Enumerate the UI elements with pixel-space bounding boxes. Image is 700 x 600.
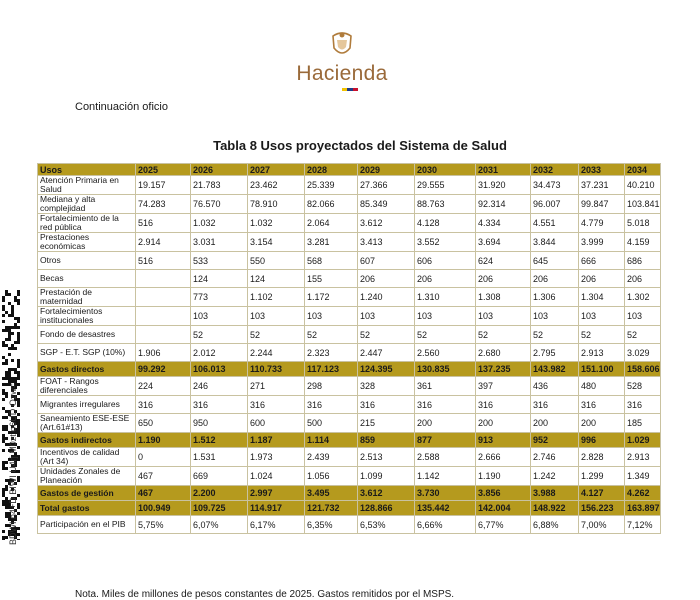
table-cell — [136, 288, 191, 307]
row-label: Gastos directos — [38, 362, 136, 377]
table-cell: 1.302 — [625, 288, 661, 307]
brand-name: Hacienda — [296, 62, 388, 85]
table-cell: 52 — [415, 326, 476, 344]
table-cell: 316 — [248, 396, 305, 414]
table-cell: 4.128 — [415, 214, 476, 233]
table-cell: 1.099 — [358, 467, 415, 486]
table-cell: 3.856 — [476, 486, 531, 501]
row-label: Prestación de maternidad — [38, 288, 136, 307]
table-cell: 103 — [191, 307, 248, 326]
table-row — [38, 233, 661, 252]
table-cell: 996 — [579, 433, 625, 448]
table-cell: 1.032 — [191, 214, 248, 233]
table-cell: 206 — [531, 270, 579, 288]
table-cell: 1.306 — [531, 288, 579, 307]
table-cell: 1.310 — [415, 288, 476, 307]
table-cell: 103 — [625, 307, 661, 326]
table-cell: 52 — [191, 326, 248, 344]
table-cell: 5,75% — [136, 516, 191, 534]
table-cell: 2.200 — [191, 486, 248, 501]
table-cell: 25.339 — [305, 176, 358, 195]
table-cell: 607 — [358, 252, 415, 270]
table-row — [38, 448, 661, 467]
table-cell: 624 — [476, 252, 531, 270]
table-cell: 2.828 — [579, 448, 625, 467]
table-cell: 124 — [191, 270, 248, 288]
table-cell: 5.018 — [625, 214, 661, 233]
table-cell: 23.462 — [248, 176, 305, 195]
table-row — [38, 344, 661, 362]
row-label: Unidades Zonales de Planeación — [38, 467, 136, 486]
row-label: Gastos indirectos — [38, 433, 136, 448]
table-cell: 2.746 — [531, 448, 579, 467]
table-cell: 3.999 — [579, 233, 625, 252]
table-cell: 137.235 — [476, 362, 531, 377]
table-cell: 103 — [579, 307, 625, 326]
table-cell: 3.612 — [358, 486, 415, 501]
table-cell: 877 — [415, 433, 476, 448]
table-cell: 200 — [531, 414, 579, 433]
table-cell: 78.910 — [248, 195, 305, 214]
table-cell: 1.032 — [248, 214, 305, 233]
row-label: Mediana y alta complejidad — [38, 195, 136, 214]
row-label: Gastos de gestión — [38, 486, 136, 501]
column-header-year: 2026 — [191, 164, 248, 176]
table-cell: 1.190 — [476, 467, 531, 486]
table-cell: 224 — [136, 377, 191, 396]
table-row — [38, 501, 661, 516]
table-cell: 76.570 — [191, 195, 248, 214]
table-cell: 206 — [625, 270, 661, 288]
table-cell: 31.920 — [476, 176, 531, 195]
table-cell: 52 — [305, 326, 358, 344]
column-header-year: 2030 — [415, 164, 476, 176]
table-cell: 100.949 — [136, 501, 191, 516]
table-cell: 568 — [305, 252, 358, 270]
table-cell: 2.012 — [191, 344, 248, 362]
table-cell: 206 — [476, 270, 531, 288]
table-row — [38, 486, 661, 501]
table-cell: 316 — [415, 396, 476, 414]
table-cell: 200 — [476, 414, 531, 433]
table-row — [38, 362, 661, 377]
row-label: Prestaciones económicas — [38, 233, 136, 252]
colombia-coat-of-arms-icon — [329, 30, 355, 60]
table-cell: 40.210 — [625, 176, 661, 195]
table-cell: 686 — [625, 252, 661, 270]
table-cell — [136, 270, 191, 288]
column-header-year: 2033 — [579, 164, 625, 176]
table-cell: 669 — [191, 467, 248, 486]
table-cell: 1.304 — [579, 288, 625, 307]
table-title: Tabla 8 Usos proyectados del Sistema de Salud — [213, 138, 507, 153]
table-cell: 316 — [136, 396, 191, 414]
table-cell: 1.029 — [625, 433, 661, 448]
table-cell: 52 — [476, 326, 531, 344]
table-cell: 2.913 — [579, 344, 625, 362]
table-cell: 114.917 — [248, 501, 305, 516]
table-cell: 316 — [579, 396, 625, 414]
table-cell: 913 — [476, 433, 531, 448]
row-label: Fortalecimiento de la red pública — [38, 214, 136, 233]
table-cell: 52 — [625, 326, 661, 344]
table-cell: 3.029 — [625, 344, 661, 362]
table-cell: 103.841 — [625, 195, 661, 214]
column-header-year: 2029 — [358, 164, 415, 176]
verification-code: BDWI n4+D BIWI U4rj M0zt o6UD Ozw= — [8, 382, 18, 545]
table-cell: 2.447 — [358, 344, 415, 362]
table-cell: 88.763 — [415, 195, 476, 214]
table-cell: 3.413 — [358, 233, 415, 252]
table-row — [38, 176, 661, 195]
table-cell: 2.666 — [476, 448, 531, 467]
column-header-usos: Usos — [38, 164, 136, 176]
table-cell: 124 — [248, 270, 305, 288]
flag-stripe — [342, 88, 358, 91]
table-cell: 4.262 — [625, 486, 661, 501]
row-label: Becas — [38, 270, 136, 288]
table-cell: 952 — [531, 433, 579, 448]
row-label: Fondo de desastres — [38, 326, 136, 344]
column-header-year: 2031 — [476, 164, 531, 176]
row-label: Total gastos — [38, 501, 136, 516]
table-cell: 206 — [579, 270, 625, 288]
column-header-year: 2034 — [625, 164, 661, 176]
table-cell: 666 — [579, 252, 625, 270]
table-cell: 82.066 — [305, 195, 358, 214]
continuation-label: Continuación oficio — [75, 101, 168, 113]
table-cell: 200 — [415, 414, 476, 433]
table-cell: 3.031 — [191, 233, 248, 252]
table-cell: 2.913 — [625, 448, 661, 467]
table-cell: 96.007 — [531, 195, 579, 214]
table-cell: 103 — [531, 307, 579, 326]
table-cell: 7,12% — [625, 516, 661, 534]
table-cell: 650 — [136, 414, 191, 433]
table-cell: 6,35% — [305, 516, 358, 534]
table-cell: 2.560 — [415, 344, 476, 362]
table-cell: 2.244 — [248, 344, 305, 362]
table-cell: 106.013 — [191, 362, 248, 377]
table-cell: 516 — [136, 214, 191, 233]
table-cell: 4.551 — [531, 214, 579, 233]
table-row — [38, 288, 661, 307]
row-label: Participación en el PIB — [38, 516, 136, 534]
table-cell: 3.612 — [358, 214, 415, 233]
table-row — [38, 467, 661, 486]
table-cell: 135.442 — [415, 501, 476, 516]
table-cell: 1.349 — [625, 467, 661, 486]
table-cell: 1.172 — [305, 288, 358, 307]
table-row — [38, 516, 661, 534]
table-cell: 2.914 — [136, 233, 191, 252]
table-cell: 1.299 — [579, 467, 625, 486]
column-header-year: 2027 — [248, 164, 305, 176]
table-cell: 121.732 — [305, 501, 358, 516]
table-cell: 6,77% — [476, 516, 531, 534]
table-cell: 436 — [531, 377, 579, 396]
table-cell: 6,17% — [248, 516, 305, 534]
table-cell: 29.555 — [415, 176, 476, 195]
table-cell: 645 — [531, 252, 579, 270]
table-cell: 316 — [476, 396, 531, 414]
table-cell: 316 — [305, 396, 358, 414]
table-cell: 52 — [531, 326, 579, 344]
row-label: Saneamiento ESE-ESE (Art.61#13) — [38, 414, 136, 433]
table-row — [38, 433, 661, 448]
table-cell: 143.982 — [531, 362, 579, 377]
table-cell: 2.680 — [476, 344, 531, 362]
table-cell: 271 — [248, 377, 305, 396]
table-cell: 1.973 — [248, 448, 305, 467]
table-cell: 103 — [248, 307, 305, 326]
table-cell: 0 — [136, 448, 191, 467]
table-cell: 950 — [191, 414, 248, 433]
table-cell: 1.308 — [476, 288, 531, 307]
table-cell: 103 — [415, 307, 476, 326]
row-label: Atención Primaria en Salud — [38, 176, 136, 195]
table-cell: 500 — [305, 414, 358, 433]
table-cell: 4.159 — [625, 233, 661, 252]
table-cell: 1.024 — [248, 467, 305, 486]
table-cell: 27.366 — [358, 176, 415, 195]
table-cell: 606 — [415, 252, 476, 270]
table-cell — [136, 326, 191, 344]
table-cell: 155 — [305, 270, 358, 288]
table-cell: 1.240 — [358, 288, 415, 307]
table-cell: 3.844 — [531, 233, 579, 252]
table-cell: 773 — [191, 288, 248, 307]
table-cell: 246 — [191, 377, 248, 396]
table-cell: 110.733 — [248, 362, 305, 377]
table-cell: 92.314 — [476, 195, 531, 214]
table-row — [38, 307, 661, 326]
table-cell: 206 — [415, 270, 476, 288]
table-cell: 1.142 — [415, 467, 476, 486]
table-cell: 34.473 — [531, 176, 579, 195]
table-cell: 397 — [476, 377, 531, 396]
row-label: Fortalecimientos institucionales — [38, 307, 136, 326]
table-cell: 361 — [415, 377, 476, 396]
table-cell: 206 — [358, 270, 415, 288]
table-cell: 200 — [579, 414, 625, 433]
table-cell: 6,07% — [191, 516, 248, 534]
table-cell: 130.835 — [415, 362, 476, 377]
table-cell: 1.114 — [305, 433, 358, 448]
table-cell: 6,53% — [358, 516, 415, 534]
table-cell: 600 — [248, 414, 305, 433]
table-cell: 185 — [625, 414, 661, 433]
table-cell: 2.513 — [358, 448, 415, 467]
table-cell: 3.495 — [305, 486, 358, 501]
table-cell: 3.694 — [476, 233, 531, 252]
table-cell: 85.349 — [358, 195, 415, 214]
table-cell: 99.292 — [136, 362, 191, 377]
table-cell: 52 — [248, 326, 305, 344]
table-cell: 52 — [358, 326, 415, 344]
table-cell: 4.779 — [579, 214, 625, 233]
row-label: Otros — [38, 252, 136, 270]
table-cell: 156.223 — [579, 501, 625, 516]
table-cell: 109.725 — [191, 501, 248, 516]
table-cell: 124.395 — [358, 362, 415, 377]
row-label: SGP - E.T. SGP (10%) — [38, 344, 136, 362]
usos-table — [37, 163, 661, 534]
table-cell — [136, 307, 191, 326]
hacienda-logo — [296, 30, 388, 100]
table-cell: 158.606 — [625, 362, 661, 377]
table-row — [38, 396, 661, 414]
table-cell: 117.123 — [305, 362, 358, 377]
table-row — [38, 214, 661, 233]
table-cell: 7,00% — [579, 516, 625, 534]
table-cell: 2.588 — [415, 448, 476, 467]
table-cell: 533 — [191, 252, 248, 270]
table-cell: 142.004 — [476, 501, 531, 516]
table-header-row — [38, 164, 661, 176]
table-cell: 3.730 — [415, 486, 476, 501]
table-cell: 6,88% — [531, 516, 579, 534]
table-cell: 1.102 — [248, 288, 305, 307]
table-cell: 1.531 — [191, 448, 248, 467]
column-header-year: 2025 — [136, 164, 191, 176]
flag-red — [353, 88, 358, 91]
table-cell: 37.231 — [579, 176, 625, 195]
table-row — [38, 326, 661, 344]
table-cell: 1.242 — [531, 467, 579, 486]
table-cell: 103 — [305, 307, 358, 326]
table-cell: 1.190 — [136, 433, 191, 448]
table-cell: 128.866 — [358, 501, 415, 516]
table-cell: 6,66% — [415, 516, 476, 534]
table-cell: 316 — [625, 396, 661, 414]
table-cell: 21.783 — [191, 176, 248, 195]
table-cell: 516 — [136, 252, 191, 270]
table-cell: 103 — [476, 307, 531, 326]
table-cell: 4.334 — [476, 214, 531, 233]
table-cell: 316 — [191, 396, 248, 414]
table-cell: 74.283 — [136, 195, 191, 214]
table-cell: 1.187 — [248, 433, 305, 448]
table-note: Nota. Miles de millones de pesos constantes de 2025. Gastos remitidos por el MSPS. — [75, 589, 455, 600]
table-cell: 467 — [136, 486, 191, 501]
row-label: Migrantes irregulares — [38, 396, 136, 414]
table-cell: 328 — [358, 377, 415, 396]
table-cell: 2.997 — [248, 486, 305, 501]
table-cell: 528 — [625, 377, 661, 396]
column-header-year: 2028 — [305, 164, 358, 176]
table-cell: 316 — [531, 396, 579, 414]
table-row — [38, 377, 661, 396]
table-cell: 859 — [358, 433, 415, 448]
table-cell: 1.906 — [136, 344, 191, 362]
table-cell: 2.795 — [531, 344, 579, 362]
table-cell: 148.922 — [531, 501, 579, 516]
row-label: Incentivos de calidad (Art 34) — [38, 448, 136, 467]
table-cell: 480 — [579, 377, 625, 396]
table-cell: 19.157 — [136, 176, 191, 195]
table-cell: 215 — [358, 414, 415, 433]
table-cell: 4.127 — [579, 486, 625, 501]
table-cell: 316 — [358, 396, 415, 414]
table-cell: 52 — [579, 326, 625, 344]
table-cell: 2.439 — [305, 448, 358, 467]
table-cell: 1.512 — [191, 433, 248, 448]
row-label: FOAT - Rangos diferenciales — [38, 377, 136, 396]
table-cell: 298 — [305, 377, 358, 396]
table-cell: 103 — [358, 307, 415, 326]
table-row — [38, 195, 661, 214]
table-row — [38, 270, 661, 288]
table-cell: 3.154 — [248, 233, 305, 252]
table-cell: 2.323 — [305, 344, 358, 362]
table-row — [38, 252, 661, 270]
table-cell: 1.056 — [305, 467, 358, 486]
table-cell: 163.897 — [625, 501, 661, 516]
table-cell: 151.100 — [579, 362, 625, 377]
table-cell: 550 — [248, 252, 305, 270]
table-row — [38, 414, 661, 433]
table-cell: 467 — [136, 467, 191, 486]
column-header-year: 2032 — [531, 164, 579, 176]
table-cell: 99.847 — [579, 195, 625, 214]
table-cell: 2.064 — [305, 214, 358, 233]
table-cell: 3.281 — [305, 233, 358, 252]
table-cell: 3.988 — [531, 486, 579, 501]
table-cell: 3.552 — [415, 233, 476, 252]
